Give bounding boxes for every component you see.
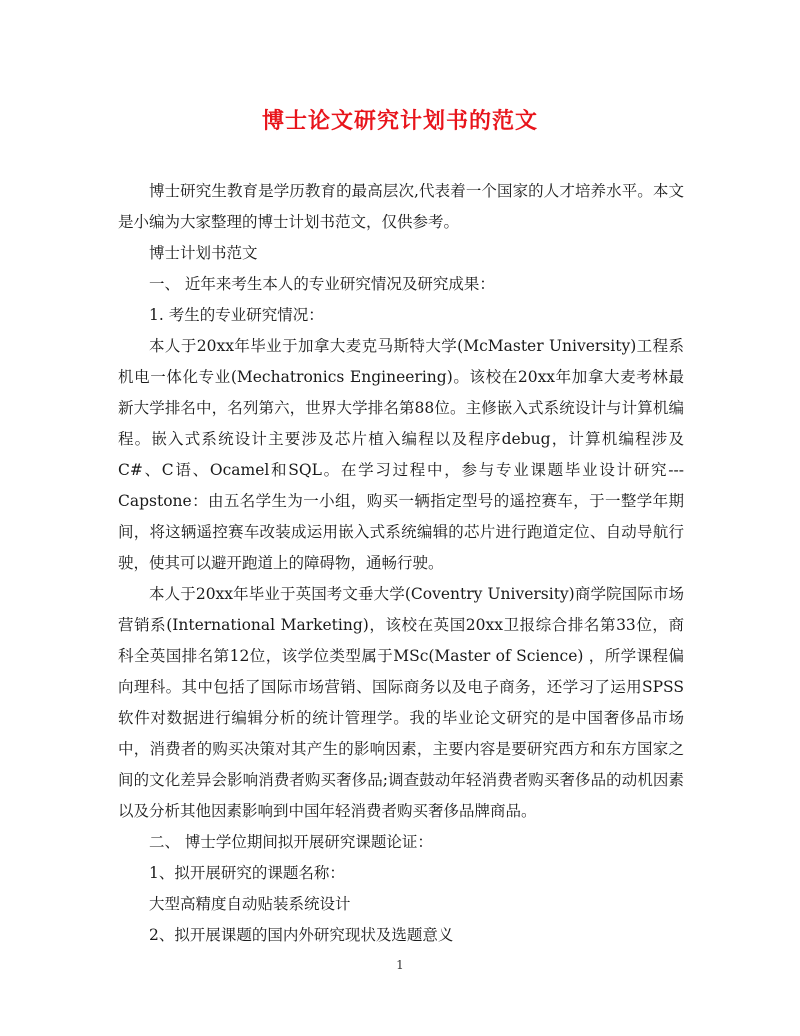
paragraph-topic-name: 大型高精度自动贴装系统设计 <box>149 895 351 913</box>
section-heading-2: 二、 博士学位期间拟开展研究课题论证： <box>149 833 433 851</box>
paragraph-heading-sample: 博士计划书范文 <box>149 244 258 262</box>
document-title: 博士论文研究计划书的范文 <box>261 108 538 134</box>
page-number: 1 <box>396 958 404 972</box>
subsection-heading-2-2: 2、拟开展课题的国内外研究现状及选题意义 <box>149 926 454 944</box>
paragraph-intro: 博士研究生教育是学历教育的最高层次,代表着一个国家的人才培养水平。本文是小编为大家整理的博士计划书范文，仅供参考。 <box>118 182 684 231</box>
paragraph-coventry: 本人于20xx年毕业于英国考文垂大学(Coventry University)商学院国际市场营销系(International Marketing)，该校在英国20xx卫报综合排名第33位，商科全英国排名第12位，该学位类型属于MSc(Master of Science) ，所学课程偏向理科。其中包括了国际市场营销、国际商务以及电子商务，还学习了运用SPSS软件对数据进行编辑分析的统计管理学。我的毕业论文研究的是中国奢侈品市场中，消费者的购买决策对其产生的影响因素，主要内容是要研究西方和东方国家之间的文化差异会影响消费者购买奢侈品;调查鼓动年轻消费者购买奢侈品的动机因素以及分析其他因素影响到中国年轻消费者购买奢侈品牌商品。 <box>118 585 684 820</box>
subsection-heading-1-1: 1. 考生的专业研究情况： <box>149 306 324 324</box>
paragraph-mcmaster: 本人于20xx年毕业于加拿大麦克马斯特大学(McMaster University)工程系机电一体化专业(Mechatronics Engineering)。该校在20xx年加拿大麦考林最新大学排名中，名列第六，世界大学排名第88位。主修嵌入式系统设计与计算机编程。嵌入式系统设计主要涉及芯片植入编程以及程序debug，计算机编程涉及C#、C语、Ocamel和SQL。在学习过程中，参与专业课题毕业设计研究---Capstone：由五名学生为一小组，购买一辆指定型号的遥控赛车，于一整学年期间，将这辆遥控赛车改装成运用嵌入式系统编辑的芯片进行跑道定位、自动导航行驶，使其可以避开跑道上的障碍物，通畅行驶。 <box>118 337 684 572</box>
section-heading-1: 一、 近年来考生本人的专业研究情况及研究成果： <box>149 275 495 293</box>
document-body <box>118 176 684 951</box>
subsection-heading-2-1: 1、拟开展研究的课题名称： <box>149 864 345 882</box>
